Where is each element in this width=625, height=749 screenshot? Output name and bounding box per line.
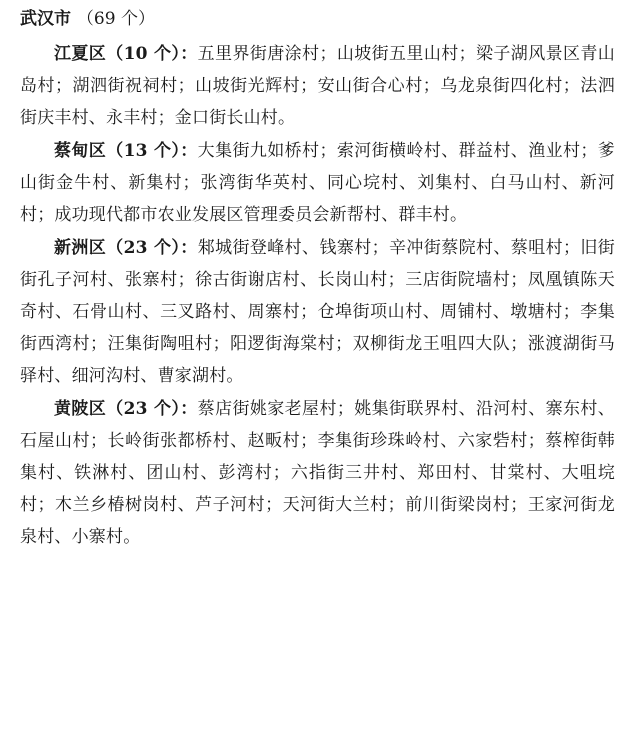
district-count: （23 个）： [106, 238, 198, 258]
district-paragraph-caidian [20, 135, 615, 231]
city-heading [20, 6, 615, 32]
district-villages: 蔡店街姚家老屋村；姚集街联界村、沿河村、寨东村、石屋山村；长岭街张都桥村、赵畈村；李集街珍珠岭村、六家砦村；蔡榨街韩集村、铁淋村、团山村、彭湾村；六指街三井村、郑田村、甘棠村、大咀垸村；木兰乡椿树岗村、芦子河村；天河街大兰村；前川街梁岗村；王家河街龙泉村、小寨村。 [20, 399, 615, 547]
district-paragraph-jiangxia [20, 38, 615, 134]
city-name: 武汉市 [20, 9, 71, 29]
district-villages: 大集街九如桥村；索河街横岭村、群益村、渔业村；爹山街金牛村、新集村；张湾街华英村、同心垸村、刘集村、白马山村、新河村；成功现代都市农业发展区管理委员会新帮村、群丰村。 [20, 141, 615, 225]
city-count: （69 个） [76, 9, 155, 29]
district-count: （13 个）： [106, 141, 198, 161]
district-name: 蔡甸区 [54, 141, 107, 161]
district-villages: 邾城街登峰村、钱寨村；辛冲街蔡院村、蔡咀村；旧街街孔子河村、张寨村；徐古街谢店村、长岗山村；三店街院墙村；凤凰镇陈天奇村、石骨山村、三叉路村、周寨村；仓埠街项山村、周铺村、墩塘村；李集街西湾村；汪集街陶咀村；阳逻街海棠村；双柳街龙王咀四大队；涨渡湖街马驿村、细河沟村、曹家湖村。 [20, 238, 615, 386]
district-name: 江夏区 [54, 44, 107, 64]
district-paragraph-huangpi [20, 393, 615, 553]
district-paragraph-xinzhou [20, 232, 615, 392]
district-name: 新洲区 [54, 238, 107, 258]
district-villages: 五里界街唐涂村；山坡街五里山村；梁子湖风景区青山岛村；湖泗街祝祠村；山坡街光辉村；安山街合心村；乌龙泉街四化村；法泗街庆丰村、永丰村；金口街长山村。 [20, 44, 615, 128]
district-count: （23 个）： [106, 399, 198, 419]
district-count: （10 个）： [106, 44, 198, 64]
district-name: 黄陂区 [54, 399, 107, 419]
